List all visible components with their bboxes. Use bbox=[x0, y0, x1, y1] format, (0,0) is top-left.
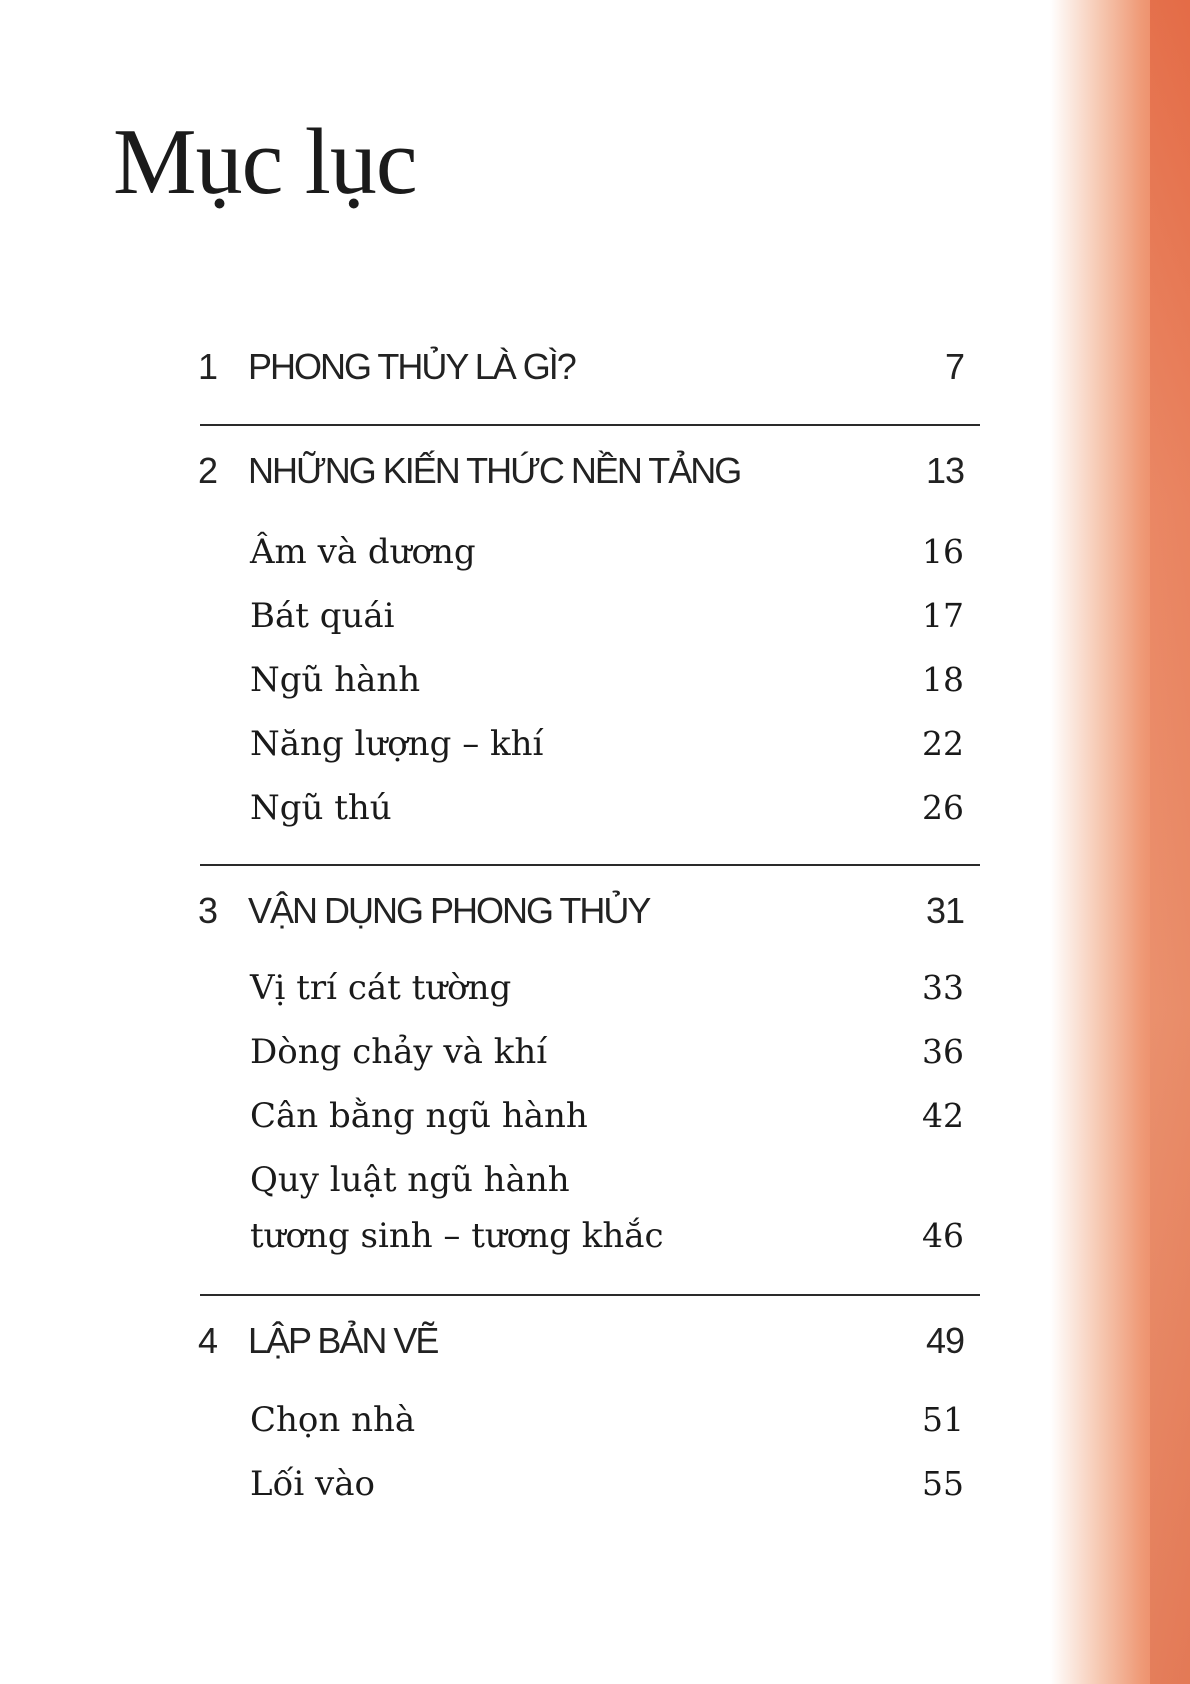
section-page: 16 bbox=[922, 532, 964, 571]
chapter-page: 7 bbox=[944, 346, 964, 387]
toc-chapter-4 bbox=[0, 1320, 1190, 1376]
toc-section bbox=[0, 1032, 1190, 1088]
chapter-title: LẬP BẢN VẼ bbox=[248, 1320, 438, 1361]
toc-chapter-1 bbox=[0, 346, 1190, 402]
toc-chapter-2 bbox=[0, 450, 1190, 506]
chapter-page: 49 bbox=[925, 1320, 964, 1361]
toc-section bbox=[0, 596, 1190, 652]
chapter-page: 31 bbox=[925, 890, 964, 931]
chapter-divider bbox=[200, 864, 980, 866]
toc-section bbox=[0, 532, 1190, 588]
section-page: 26 bbox=[922, 788, 964, 827]
section-page: 46 bbox=[922, 1216, 964, 1255]
chapter-number: 2 bbox=[198, 450, 218, 491]
chapter-page: 13 bbox=[925, 450, 964, 491]
toc-section bbox=[0, 1400, 1190, 1456]
section-page: 22 bbox=[922, 724, 964, 763]
section-title: Dòng chảy và khí bbox=[250, 1032, 548, 1072]
toc-section bbox=[0, 1096, 1190, 1152]
section-title: Năng lượng – khí bbox=[250, 724, 544, 764]
section-title: Âm và dương bbox=[250, 532, 476, 572]
section-page: 17 bbox=[922, 596, 964, 635]
chapter-divider bbox=[200, 1294, 980, 1296]
toc-chapter-3 bbox=[0, 890, 1190, 946]
chapter-number: 4 bbox=[198, 1320, 218, 1361]
section-title: Cân bằng ngũ hành bbox=[250, 1096, 588, 1136]
section-page: 42 bbox=[922, 1096, 964, 1135]
section-title: Quy luật ngũ hành bbox=[250, 1160, 570, 1200]
toc-section bbox=[0, 1160, 1190, 1216]
toc-section bbox=[0, 660, 1190, 716]
section-title: Chọn nhà bbox=[250, 1400, 416, 1440]
chapter-title: VẬN DỤNG PHONG THỦY bbox=[248, 890, 650, 931]
section-page: 51 bbox=[922, 1400, 964, 1439]
chapter-title: NHỮNG KIẾN THỨC NỀN TẢNG bbox=[248, 450, 741, 491]
chapter-title: PHONG THỦY LÀ GÌ? bbox=[248, 346, 575, 387]
section-title: Vị trí cát tường bbox=[250, 968, 512, 1008]
section-title: Ngũ hành bbox=[250, 660, 421, 700]
toc-section bbox=[0, 968, 1190, 1024]
section-title: Bát quái bbox=[250, 596, 395, 636]
chapter-divider bbox=[200, 424, 980, 426]
chapter-number: 1 bbox=[198, 346, 218, 387]
section-title: Lối vào bbox=[250, 1464, 376, 1504]
toc-section bbox=[0, 1464, 1190, 1520]
section-page: 18 bbox=[922, 660, 964, 699]
toc-section bbox=[0, 788, 1190, 844]
toc-section-continued bbox=[0, 1216, 1190, 1272]
section-title: Ngũ thú bbox=[250, 788, 392, 828]
section-page: 36 bbox=[922, 1032, 964, 1071]
section-page: 33 bbox=[922, 968, 964, 1007]
section-page: 55 bbox=[922, 1464, 964, 1503]
page-title: Mục lục bbox=[113, 110, 417, 214]
section-title: tương sinh – tương khắc bbox=[250, 1216, 664, 1256]
chapter-number: 3 bbox=[198, 890, 218, 931]
toc-section bbox=[0, 724, 1190, 780]
